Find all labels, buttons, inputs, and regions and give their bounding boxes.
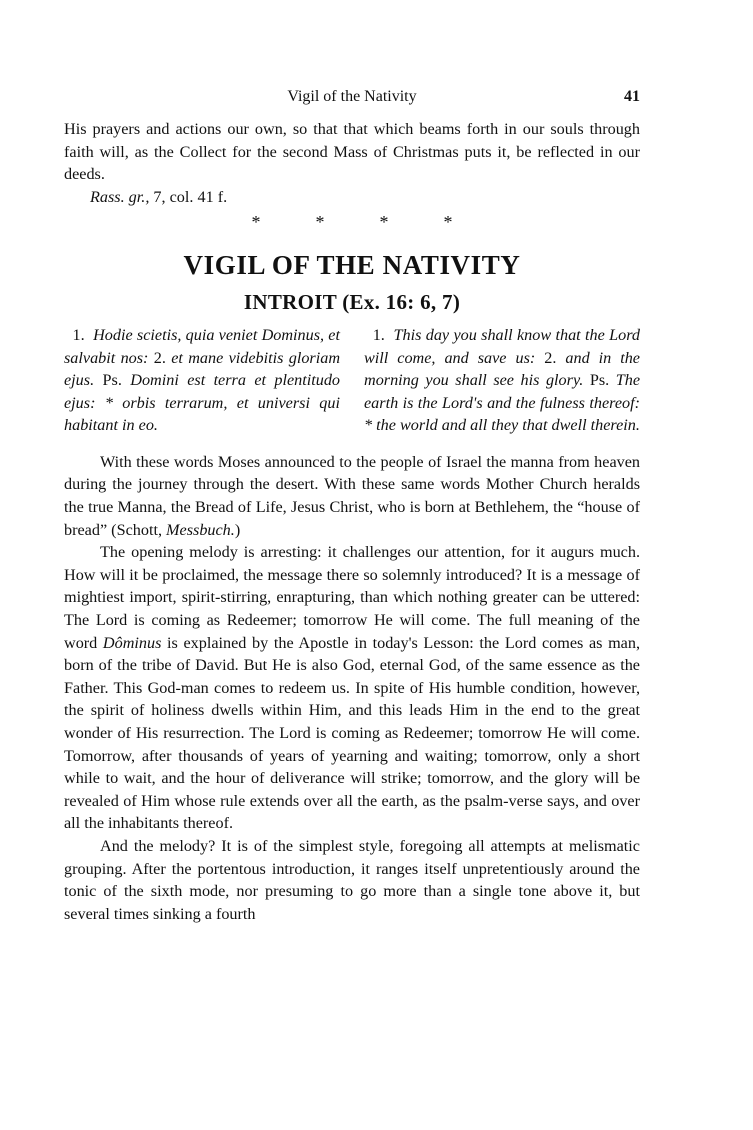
body-paragraph-1 (64, 451, 640, 541)
page-number: 41 (624, 88, 640, 105)
separator-asterisk: * (379, 212, 389, 233)
body-paragraph-2 (64, 541, 640, 835)
parallel-text (64, 324, 640, 437)
book-page (64, 88, 640, 925)
separator-asterisk: * (251, 212, 261, 233)
subsection-title: INTROIT (243, 290, 337, 315)
latin-verse-1: Hodie scietis, quia veniet Dominus, et salvabit nos: (64, 326, 340, 367)
verse-number: 1. (72, 326, 85, 345)
running-title: Vigil of the Nativity (287, 88, 417, 105)
latin-column (64, 324, 340, 437)
english-verse-1: This day you shall know that the Lord will come, and save us: (364, 326, 641, 367)
section-title: VIGIL OF THE NATIVITY (183, 250, 521, 281)
psalm-label: Ps. (102, 371, 122, 390)
english-column (364, 324, 640, 437)
subsection-heading (64, 286, 640, 318)
verse-number: 1. (372, 326, 385, 345)
verse-number: 2. (153, 348, 166, 367)
citation-source-title: Rass. gr., (90, 187, 150, 206)
english-psalm-verse: The earth is the Lord's and the fulness thereof: * the world and all they that dwell therein. (364, 371, 641, 435)
latin-psalm-verse: Domini est terra et plentitudo ejus: * orbis terrarum, et universi qui habitant in eo. (64, 371, 341, 435)
section-separator (64, 212, 640, 236)
scripture-reference: (Ex. 16: 6, 7) (342, 290, 461, 315)
separator-asterisk: * (315, 212, 325, 233)
intro-paragraph: His prayers and actions our own, so that that which beams forth in our souls through faith will, as the Collect for the second Mass of Christmas puts it, be reflected in our deeds. (64, 120, 640, 184)
running-head (64, 88, 640, 114)
paragraph-text: With these words Moses announced to the people of Israel the manna from heaven during the journey through the desert. With these same words Mother Church heralds the true Manna, the Bread of Life, Jesus Christ, who is born at Bethlehem, the “house of bread” (Schott, (64, 452, 640, 539)
verse-number: 2. (544, 348, 557, 367)
latin-term: Dôminus (102, 633, 162, 652)
source-citation (64, 186, 640, 209)
separator-asterisk: * (443, 212, 453, 233)
psalm-label: Ps. (589, 371, 610, 390)
body-paragraph-3: And the melody? It is of the simplest style, foregoing all attempts at melismatic grouping. After the portentous introduction, it ranges itself unpretentiously around the tonic of the sixth mode, nor presuming to go more than a single tone above it, but several times sinking a fourth (64, 836, 640, 923)
english-verse-2: and in the morning you shall see his glory. (364, 348, 640, 390)
paragraph-text: ) (234, 520, 241, 539)
latin-verse-2: et mane videbitis gloriam ejus. (64, 348, 341, 390)
paragraph-text: is explained by the Apostle in today's Lesson: the Lord comes as man, born of the tribe of David. But He is also God, eternal God, of the same essence as the Father. This God-man comes to redeem us. In spite of His humble condition, however, the spirit of holiness dwells within Him, and this leads Him in the end to the great wonder of His resurrection. The Lord is coming as Redeemer; tomorrow He will come. Tomorrow, after thousands of years of yearning and waiting; tomorrow, only a short while to wait, and the hour of deliverance will strike; tomorrow, and the glory will be revealed of Him whose rule extends over all the earth, as the psalm-verse says, and over all the inhabitants thereof. (64, 633, 640, 833)
paragraph-text: The opening melody is arresting: it challenges our attention, for it augurs much. How will it be proclaimed, the message there so solemnly introduced? It is a message of mightiest import, spirit-stirring, enrapturing, than which nothing greater can be uttered: The Lord is coming as Redeemer; tomorrow He will come. The full meaning of the word (64, 543, 640, 652)
citation-location: 7, col. 41 f. (149, 187, 228, 206)
work-title: Messbuch. (166, 520, 235, 539)
